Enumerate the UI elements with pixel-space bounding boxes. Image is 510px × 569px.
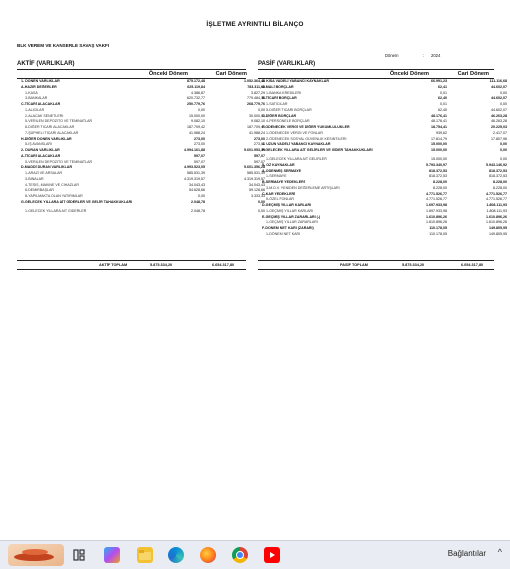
row-prev-value: 4.386,87 <box>191 90 205 95</box>
row-label: A-TİCARİ ALACAKLAR <box>21 153 61 158</box>
row-curr-value: 30.000,00 <box>249 113 265 118</box>
row-curr-value: 0,00 <box>500 157 507 161</box>
row-curr-value: 4.319.319,57 <box>244 176 265 181</box>
table-row <box>259 148 507 157</box>
table-row <box>259 231 507 238</box>
row-prev-value: 1.697.933,98 <box>426 208 447 213</box>
row-label: G-GELECEK YILLARA AİT GİDERLER VE GELİR TAHAKKUKLARI <box>21 199 133 204</box>
row-prev-value: 273,00 <box>194 136 205 141</box>
row-curr-value: 111.116,68 <box>489 79 507 83</box>
row-curr-value: 8.228,00 <box>493 180 507 184</box>
liabilities-total-prev: 5.875.334,20 <box>402 263 425 267</box>
firefox-icon[interactable] <box>200 547 216 563</box>
taskbar <box>0 540 510 569</box>
assets-total-label: AKTİF TOPLAM <box>99 263 128 267</box>
row-prev-value: 620.732,77 <box>187 96 205 101</box>
row-label: 6-DEMİRBAŞLAR <box>25 188 54 193</box>
row-label: 1-SERMAYE <box>266 174 287 179</box>
assets-total-curr: 6.654.317,80 <box>212 263 235 267</box>
youtube-icon[interactable] <box>264 547 280 563</box>
row-label: B-TİCARİ BORÇLAR <box>262 96 297 101</box>
row-label: C-TİCARİ ALACAKLAR <box>21 102 61 106</box>
row-prev-value: 8.228,00 <box>433 180 447 184</box>
row-curr-value: 273,00 <box>254 142 265 147</box>
row-prev-value: 1.610.896,26 <box>426 214 447 219</box>
liabilities-bottom-rule <box>258 269 494 270</box>
period-value: 2024 <box>431 53 441 58</box>
liabilities-top-rule <box>258 69 494 70</box>
period-colon: : <box>423 53 425 58</box>
row-label: 4- UZUN VADELİ YABANCI KAYNAKLAR <box>262 142 331 147</box>
liabilities-total-curr: 6.054.317,80 <box>461 263 484 267</box>
row-curr-value: 597,07 <box>254 153 265 158</box>
row-curr-value: 41.988,24 <box>249 130 265 135</box>
row-curr-value: 5.601.953,35 <box>244 148 265 152</box>
row-curr-value: 149.805,95 <box>489 231 507 236</box>
liabilities-total-row <box>258 262 494 268</box>
row-prev-value: 1.697.933,98 <box>426 203 447 207</box>
row-curr-value: 17.807,96 <box>491 136 507 141</box>
row-prev-value: 597,07 <box>194 153 205 158</box>
row-label: 1-BANKA KREDİLERİ <box>266 90 302 95</box>
row-label: 1-GEÇMİŞ YILLAR KARLARI <box>266 208 314 213</box>
row-curr-value: 597,07 <box>254 159 265 164</box>
row-prev-value: 4.319.319,57 <box>184 176 205 181</box>
row-label: A-ÖDENMİŞ SERMAYE <box>262 168 302 173</box>
row-label: 1-KASA <box>25 90 38 95</box>
row-curr-value: 149.805,95 <box>489 226 507 230</box>
row-curr-value: 9.082,10 <box>251 119 265 124</box>
row-label: D-GEÇMİŞ YILLAR KARLARI <box>262 203 312 207</box>
row-label: 2-ALACAK SENETLERİ <box>25 113 64 118</box>
row-label: E-GEÇMİŞ YILLAR ZARARLARI (-) <box>262 214 321 219</box>
period-label: Dönem <box>385 53 399 58</box>
period-info <box>385 53 440 58</box>
row-curr-value: 1.052.364,45 <box>244 79 265 83</box>
row-prev-value: 8.228,00 <box>433 185 447 190</box>
row-label: 5-VERİLEN DEPOZİTO VE TEMİNATLAR <box>25 159 93 164</box>
row-curr-value: 779.484,30 <box>247 96 265 101</box>
row-prev-value: 273,00 <box>194 142 205 147</box>
chevron-up-icon[interactable]: ^ <box>497 547 502 557</box>
row-label: 2-ÖDENECEK SOSYAL GÜVENLİK KESİNTİLERİ <box>266 136 347 141</box>
row-curr-value: 1.610.896,26 <box>486 220 507 225</box>
assets-table <box>18 79 265 215</box>
row-label: 3-M.D.V. YENİDEN DEĞERLEME ARTIŞLARI <box>266 185 340 190</box>
row-label: 4-TESİS, MAKİNE VE CİHAZLAR <box>25 182 79 187</box>
table-row <box>18 208 265 215</box>
row-label: A-MALİ BORÇLAR <box>262 84 294 89</box>
document-title: İŞLETME AYRINTILI BİLANÇO <box>206 21 304 28</box>
row-curr-value: 268.779,76 <box>247 102 265 106</box>
row-prev-value: 110.178,05 <box>429 226 447 230</box>
row-curr-value: 44.602,07 <box>491 96 507 101</box>
row-curr-value: 4.771.526,77 <box>486 197 507 202</box>
row-label: C-KAR YEDEKLERİ <box>262 191 296 196</box>
row-label: 1-GELECEK YILLARA AİT GELİRLER <box>266 157 327 161</box>
row-label: 1-ALICILAR <box>25 107 45 112</box>
row-prev-value: 0,01 <box>440 90 447 95</box>
row-curr-value: 0,00 <box>258 199 265 204</box>
taskbar-status-text[interactable]: Bağlantılar <box>447 549 486 558</box>
row-prev-value: 818.372,53 <box>429 174 447 179</box>
file-explorer-icon[interactable] <box>137 547 153 563</box>
row-curr-value: 44.602,07 <box>491 84 507 89</box>
liabilities-total-rule <box>258 260 494 261</box>
row-prev-value: 875.172,48 <box>187 79 205 83</box>
assets-section-title: AKTİF (VARLIKLAR) <box>17 61 75 67</box>
row-curr-value: 0,00 <box>500 148 507 152</box>
row-prev-value: 4.994.161,88 <box>184 148 205 152</box>
row-prev-value: 0,00 <box>198 107 205 112</box>
row-prev-value: 9.082,10 <box>191 119 205 124</box>
copilot-icon[interactable] <box>104 547 120 563</box>
row-prev-value: 818.372,53 <box>429 168 447 173</box>
row-prev-value: 187.709,42 <box>187 125 205 129</box>
row-prev-value: 15.000,00 <box>431 157 447 161</box>
row-label: A-HAZIR DEĞERLER <box>21 84 57 89</box>
organization-name: BLK VEREM VE KANSERLE SAVAŞ VAKFI <box>17 43 110 48</box>
row-curr-value: 44.602,07 <box>491 107 507 112</box>
row-label: 7-ŞÜPHELİ TİCARİ ALACAKLAR <box>25 130 79 135</box>
row-prev-value: 939,62 <box>436 130 447 135</box>
assets-total-row <box>17 262 246 268</box>
row-curr-value: 1.610.896,26 <box>486 214 507 219</box>
row-prev-value: 2.048,78 <box>191 208 205 213</box>
row-prev-value: 15.000,00 <box>431 148 447 152</box>
row-curr-value: 4.771.526,77 <box>486 191 507 196</box>
assets-curr-header: Cari Dönem <box>215 71 247 77</box>
liabilities-curr-header: Cari Dönem <box>457 71 489 77</box>
liabilities-prev-header: Önceki Dönem <box>389 71 429 77</box>
row-label: F-DÖNEM NET KARI (ZARARI) <box>262 226 314 230</box>
row-prev-value: 62,41 <box>438 84 447 89</box>
row-label: 1-SATICILAR <box>266 102 288 106</box>
assets-total-prev: 5.875.334,20 <box>150 263 173 267</box>
row-curr-value: 2.417,07 <box>493 130 507 135</box>
row-curr-value: 0,00 <box>258 208 265 213</box>
row-prev-value: 585.531,39 <box>187 171 205 175</box>
assets-prev-header: Önceki Dönem <box>148 71 188 77</box>
row-label: 3- KISA VADELİ YABANCI KAYNAKLAR <box>262 79 329 83</box>
row-label: 5- ÖZ KAYNAKLAR <box>262 162 295 167</box>
row-prev-value: 250.779,76 <box>187 102 205 106</box>
row-curr-value: 273,00 <box>254 136 265 141</box>
edge-icon[interactable] <box>168 547 184 563</box>
row-curr-value: 3.333,33 <box>251 194 265 198</box>
row-label: C-DİĞER BORÇLAR <box>262 113 297 118</box>
row-curr-value: 3.827,29 <box>251 90 265 95</box>
chrome-icon[interactable] <box>232 547 248 563</box>
row-label: B-SERMAYE YEDEKLERİ <box>262 180 305 184</box>
row-curr-value: 59.128,66 <box>249 188 265 193</box>
row-prev-value: 597,07 <box>194 159 205 164</box>
table-row <box>18 199 265 209</box>
row-curr-value: 585.531,39 <box>247 171 265 175</box>
row-prev-value: 62,40 <box>438 96 447 101</box>
row-prev-value: 34.043,43 <box>189 182 205 187</box>
row-label: 1-ÖDENECEK VERGİ VE FONLAR <box>266 130 323 135</box>
row-label: 1-ARAZİ VE ARSALAR <box>25 171 63 175</box>
liabilities-total-label: PASİF TOPLAM <box>340 263 368 267</box>
row-curr-value: 20.225,03 <box>491 125 507 129</box>
assets-bottom-rule <box>17 269 246 270</box>
row-curr-value: 46.263,28 <box>491 113 507 118</box>
row-prev-value: 62,40 <box>438 107 447 112</box>
row-label: 1- DÖNEN VARLIKLAR <box>21 79 60 83</box>
row-curr-value: 187.709,42 <box>247 125 265 129</box>
row-prev-value: 4.771.526,77 <box>426 197 447 202</box>
row-prev-value: 4.993.523,05 <box>184 165 205 170</box>
row-label: 3-BANKALAR <box>25 96 48 101</box>
row-label: F-ÖDENECEK VERGİ VE DİĞER YÜKÜMLÜLÜKLER <box>262 125 350 129</box>
row-label: 2- DURAN VARLIKLAR <box>21 148 60 152</box>
row-curr-value: 0,00 <box>500 102 507 106</box>
row-label: 4-PERSONELE BORÇLAR <box>266 119 310 124</box>
row-prev-value: 66.991,23 <box>431 79 447 83</box>
row-curr-value: 818.372,53 <box>489 174 507 179</box>
row-curr-value: 8.228,00 <box>493 185 507 190</box>
row-prev-value: 41.988,24 <box>189 130 205 135</box>
row-label: 5-İŞ AVANSLARI <box>25 142 53 147</box>
row-label: 1-DÖNEM NET KARI <box>266 231 301 236</box>
row-curr-value: 5.601.356,28 <box>244 165 265 170</box>
row-prev-value: 625.119,84 <box>187 84 205 89</box>
row-curr-value: 46.263,28 <box>491 119 507 124</box>
row-prev-value: 4.771.526,77 <box>426 191 447 196</box>
row-curr-value: 818.372,53 <box>489 168 507 173</box>
weather-widget[interactable] <box>8 544 64 566</box>
assets-top-rule <box>17 69 246 70</box>
row-prev-value: 17.814,79 <box>431 136 447 141</box>
row-curr-value: 0,00 <box>500 142 507 147</box>
row-label: 5-VERİLEN DEPOZİTO VE TEMİNATLAR <box>25 119 93 124</box>
liabilities-table <box>259 79 507 238</box>
row-prev-value: 1.610.896,26 <box>426 220 447 225</box>
row-label: 8-YAPILMAKTA OLAN YATIRIMLAR <box>25 194 83 198</box>
row-label: 1-GELECEK YILLARA AİT GİDERLER <box>25 208 87 213</box>
row-label: 3-BİNALAR <box>25 176 44 181</box>
row-prev-value: 18.754,41 <box>431 125 447 129</box>
row-label: 5-ÖZEL FONLAR <box>266 197 295 202</box>
task-view-icon[interactable] <box>71 547 87 563</box>
row-prev-value: 15.000,00 <box>189 113 205 118</box>
row-curr-value: 0,00 <box>500 90 507 95</box>
row-prev-value: 5.793.340,97 <box>426 162 447 167</box>
row-label: 1-GEÇMİŞ YILLAR ZARARLARI <box>266 220 318 225</box>
row-curr-value: 1.808.111,93 <box>486 203 507 207</box>
row-prev-value: 0,01 <box>440 102 447 106</box>
row-prev-value: 0,00 <box>198 194 205 198</box>
row-curr-value: 34.043,43 <box>249 182 265 187</box>
row-curr-value: 0,00 <box>258 107 265 112</box>
row-curr-value: 5.943.146,92 <box>486 162 507 167</box>
row-prev-value: 48.176,41 <box>431 113 447 118</box>
row-label: H-DİĞER DÖNEN VARLIKLAR <box>21 136 72 141</box>
row-prev-value: 110.178,05 <box>429 231 447 236</box>
row-label: 6-DİĞER TİCARİ ALACAKLAR <box>25 125 75 129</box>
row-curr-value: 1.808.111,93 <box>486 208 507 213</box>
row-label: F-GELECEK YILLARA AİT GELİRLER VE GİDER TAHAKKUKLARI <box>262 148 373 152</box>
row-label: D-MADDİ DURAN VARLIKLAR <box>21 165 73 170</box>
assets-total-rule <box>17 260 246 261</box>
row-curr-value: 783.311,69 <box>247 84 265 89</box>
row-label: 5-DİĞER TİCARİ BORÇLAR <box>266 107 312 112</box>
row-prev-value: 54.628,66 <box>189 188 205 193</box>
row-prev-value: 48.176,41 <box>431 119 447 124</box>
liabilities-section-title: PASİF (VARLIKLAR) <box>258 61 316 67</box>
row-prev-value: 15.000,00 <box>431 142 447 147</box>
row-prev-value: 2.048,78 <box>191 199 205 204</box>
